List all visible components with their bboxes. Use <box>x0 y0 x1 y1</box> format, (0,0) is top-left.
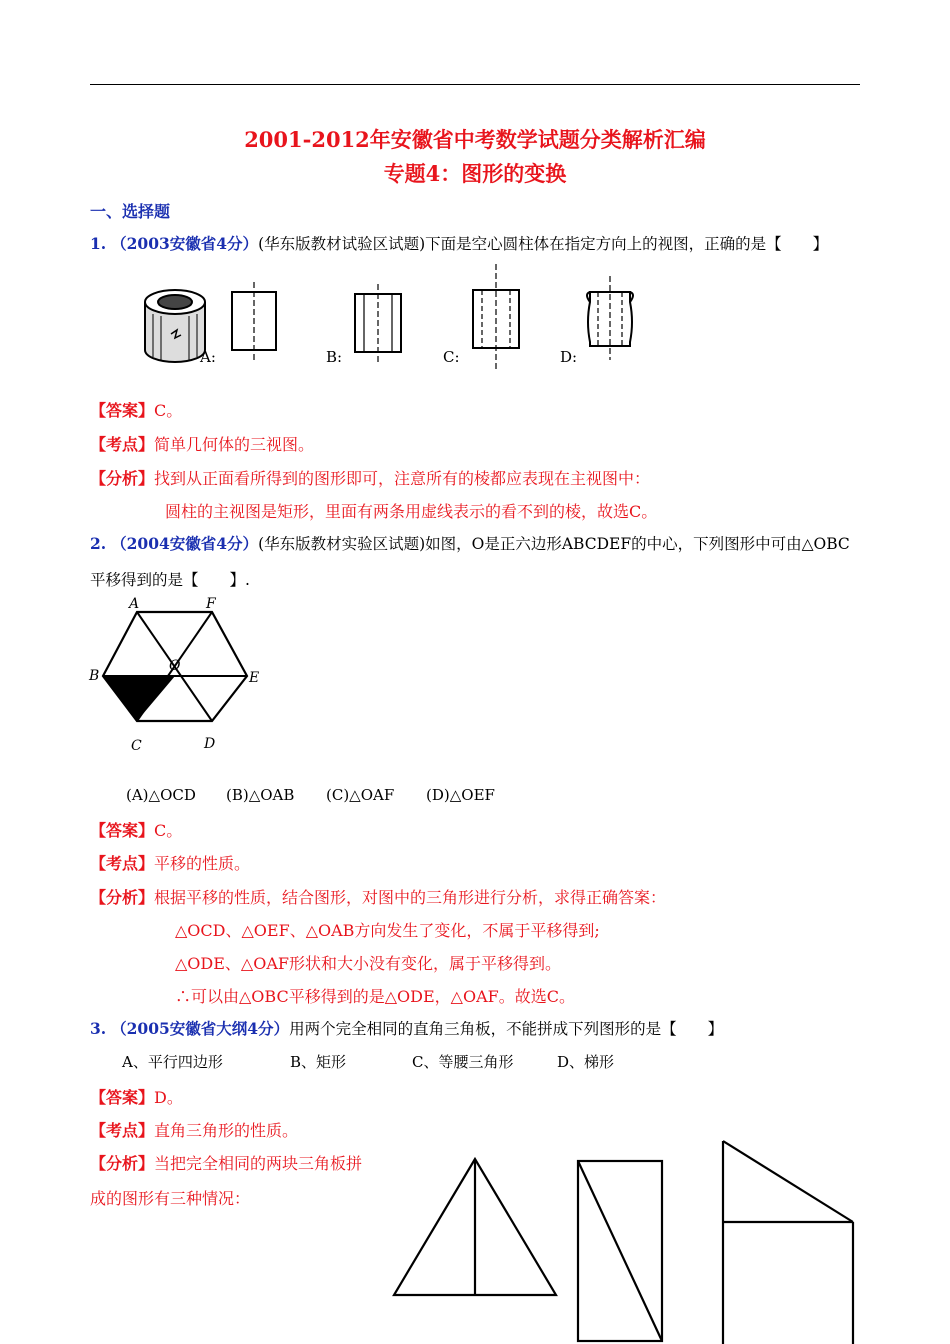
answer-tag: 【答案】 <box>90 821 155 840</box>
parallelogram-figure <box>723 1141 853 1344</box>
option-c-view <box>473 264 519 370</box>
rectangle-figure <box>578 1161 662 1341</box>
analysis-line: 根据平移的性质，结合图形，对图中的三角形进行分析，求得正确答案： <box>154 888 667 907</box>
q3-option-a: A、平行四边形 <box>122 1053 223 1071</box>
vertex-a-label: A <box>129 596 140 612</box>
option-a-view <box>232 282 276 362</box>
question-3 <box>90 1017 723 1039</box>
option-b-view <box>355 284 401 364</box>
point-tag: 【考点】 <box>90 854 155 873</box>
question-1-source: （2003安徽省4分） <box>111 234 259 253</box>
q1-analysis <box>90 466 650 489</box>
question-2 <box>90 532 850 554</box>
q3-option-b: B、矩形 <box>290 1053 347 1071</box>
q3-option-c: C、等腰三角形 <box>412 1053 514 1071</box>
vertex-b-label: B <box>89 668 100 684</box>
option-c-label: C: <box>443 348 460 366</box>
q3-point <box>90 1118 298 1141</box>
answer-tag: 【答案】 <box>90 401 155 420</box>
analysis-line: 找到从正面看所得到的图形即可，注意所有的棱都应表现在主视图中： <box>154 469 651 488</box>
vertex-f-label: F <box>206 596 216 612</box>
analysis-line: △OCD、△OEF、△OAB方向发生了变化，不属于平移得到; <box>175 921 600 940</box>
answer-tag: 【答案】 <box>90 1088 155 1107</box>
q2-option-c: (C)△OAF <box>326 786 395 804</box>
answer-value: C。 <box>154 821 183 840</box>
section-heading: 一、选择题 <box>90 202 171 221</box>
question-2-number: 2. <box>90 534 107 553</box>
vertex-c-label: C <box>131 738 142 754</box>
q2-option-b: (B)△OAB <box>226 786 295 804</box>
q2-analysis <box>90 885 666 908</box>
analysis-line: 圆柱的主视图是矩形，里面有两条用虚线表示的看不到的棱，故选C。 <box>165 502 658 521</box>
option-d-view <box>587 276 633 360</box>
question-1-number: 1. <box>90 234 107 253</box>
option-b-label: B: <box>326 348 343 366</box>
point-value: 直角三角形的性质。 <box>154 1121 299 1140</box>
point-tag: 【考点】 <box>90 435 155 454</box>
answer-value: C。 <box>154 401 183 420</box>
answer-value: D。 <box>154 1088 183 1107</box>
analysis-line: 当把完全相同的两块三角板拼 <box>154 1154 363 1173</box>
hexagon-figure <box>85 590 275 760</box>
analysis-tag: 【分析】 <box>90 888 155 907</box>
isosceles-triangle-figure <box>394 1159 556 1295</box>
document-subtitle: 专题4：图形的变换 <box>383 161 567 186</box>
header-rule <box>90 84 860 85</box>
vertex-e-label: E <box>249 670 260 686</box>
vertex-d-label: D <box>204 736 216 752</box>
q1-answer <box>90 398 182 421</box>
analysis-line: △ODE、△OAF形状和大小没有变化，属于平移得到。 <box>175 954 562 973</box>
q2-option-d: (D)△OEF <box>426 786 495 804</box>
option-d-label: D: <box>560 348 578 366</box>
question-1-text: (华东版教材试验区试题)下面是空心圆柱体在指定方向上的视图，正确的是【 】 <box>258 235 829 253</box>
document-title: 2001-2012年安徽省中考数学试题分类解析汇编 <box>244 127 706 152</box>
question-1-figures <box>135 262 695 372</box>
point-tag: 【考点】 <box>90 1121 155 1140</box>
question-1 <box>90 232 828 254</box>
question-3-number: 3. <box>90 1019 107 1038</box>
q3-option-d: D、梯形 <box>557 1053 615 1071</box>
analysis-line: 成的图形有三种情况： <box>90 1189 251 1208</box>
question-2-text: (华东版教材实验区试题)如图，O是正六边形ABCDEF的中心，下列图形中可由△OBC <box>258 535 850 553</box>
question-3-source: （2005安徽省大纲4分） <box>111 1019 290 1038</box>
hollow-cylinder-figure <box>145 290 205 362</box>
analysis-tag: 【分析】 <box>90 469 155 488</box>
point-value: 简单几何体的三视图。 <box>154 435 315 454</box>
q2-option-a: (A)△OCD <box>126 786 196 804</box>
question-2-source: （2004安徽省4分） <box>111 534 259 553</box>
q2-point <box>90 851 250 874</box>
q2-answer <box>90 818 182 841</box>
q3-answer <box>90 1085 183 1108</box>
q3-figures <box>390 1135 870 1344</box>
q1-point <box>90 432 314 455</box>
center-o-label: O <box>169 658 181 674</box>
q3-analysis <box>90 1151 362 1174</box>
analysis-line: ∴可以由△OBC平移得到的是△ODE，△OAF。故选C。 <box>175 987 575 1006</box>
question-3-text: 用两个完全相同的直角三角板，不能拼成下列图形的是【 】 <box>289 1020 724 1038</box>
option-a-label: A: <box>200 348 216 366</box>
point-value: 平移的性质。 <box>154 854 251 873</box>
question-2-text-cont: 平移得到的是【 】. <box>90 571 250 589</box>
analysis-tag: 【分析】 <box>90 1154 155 1173</box>
